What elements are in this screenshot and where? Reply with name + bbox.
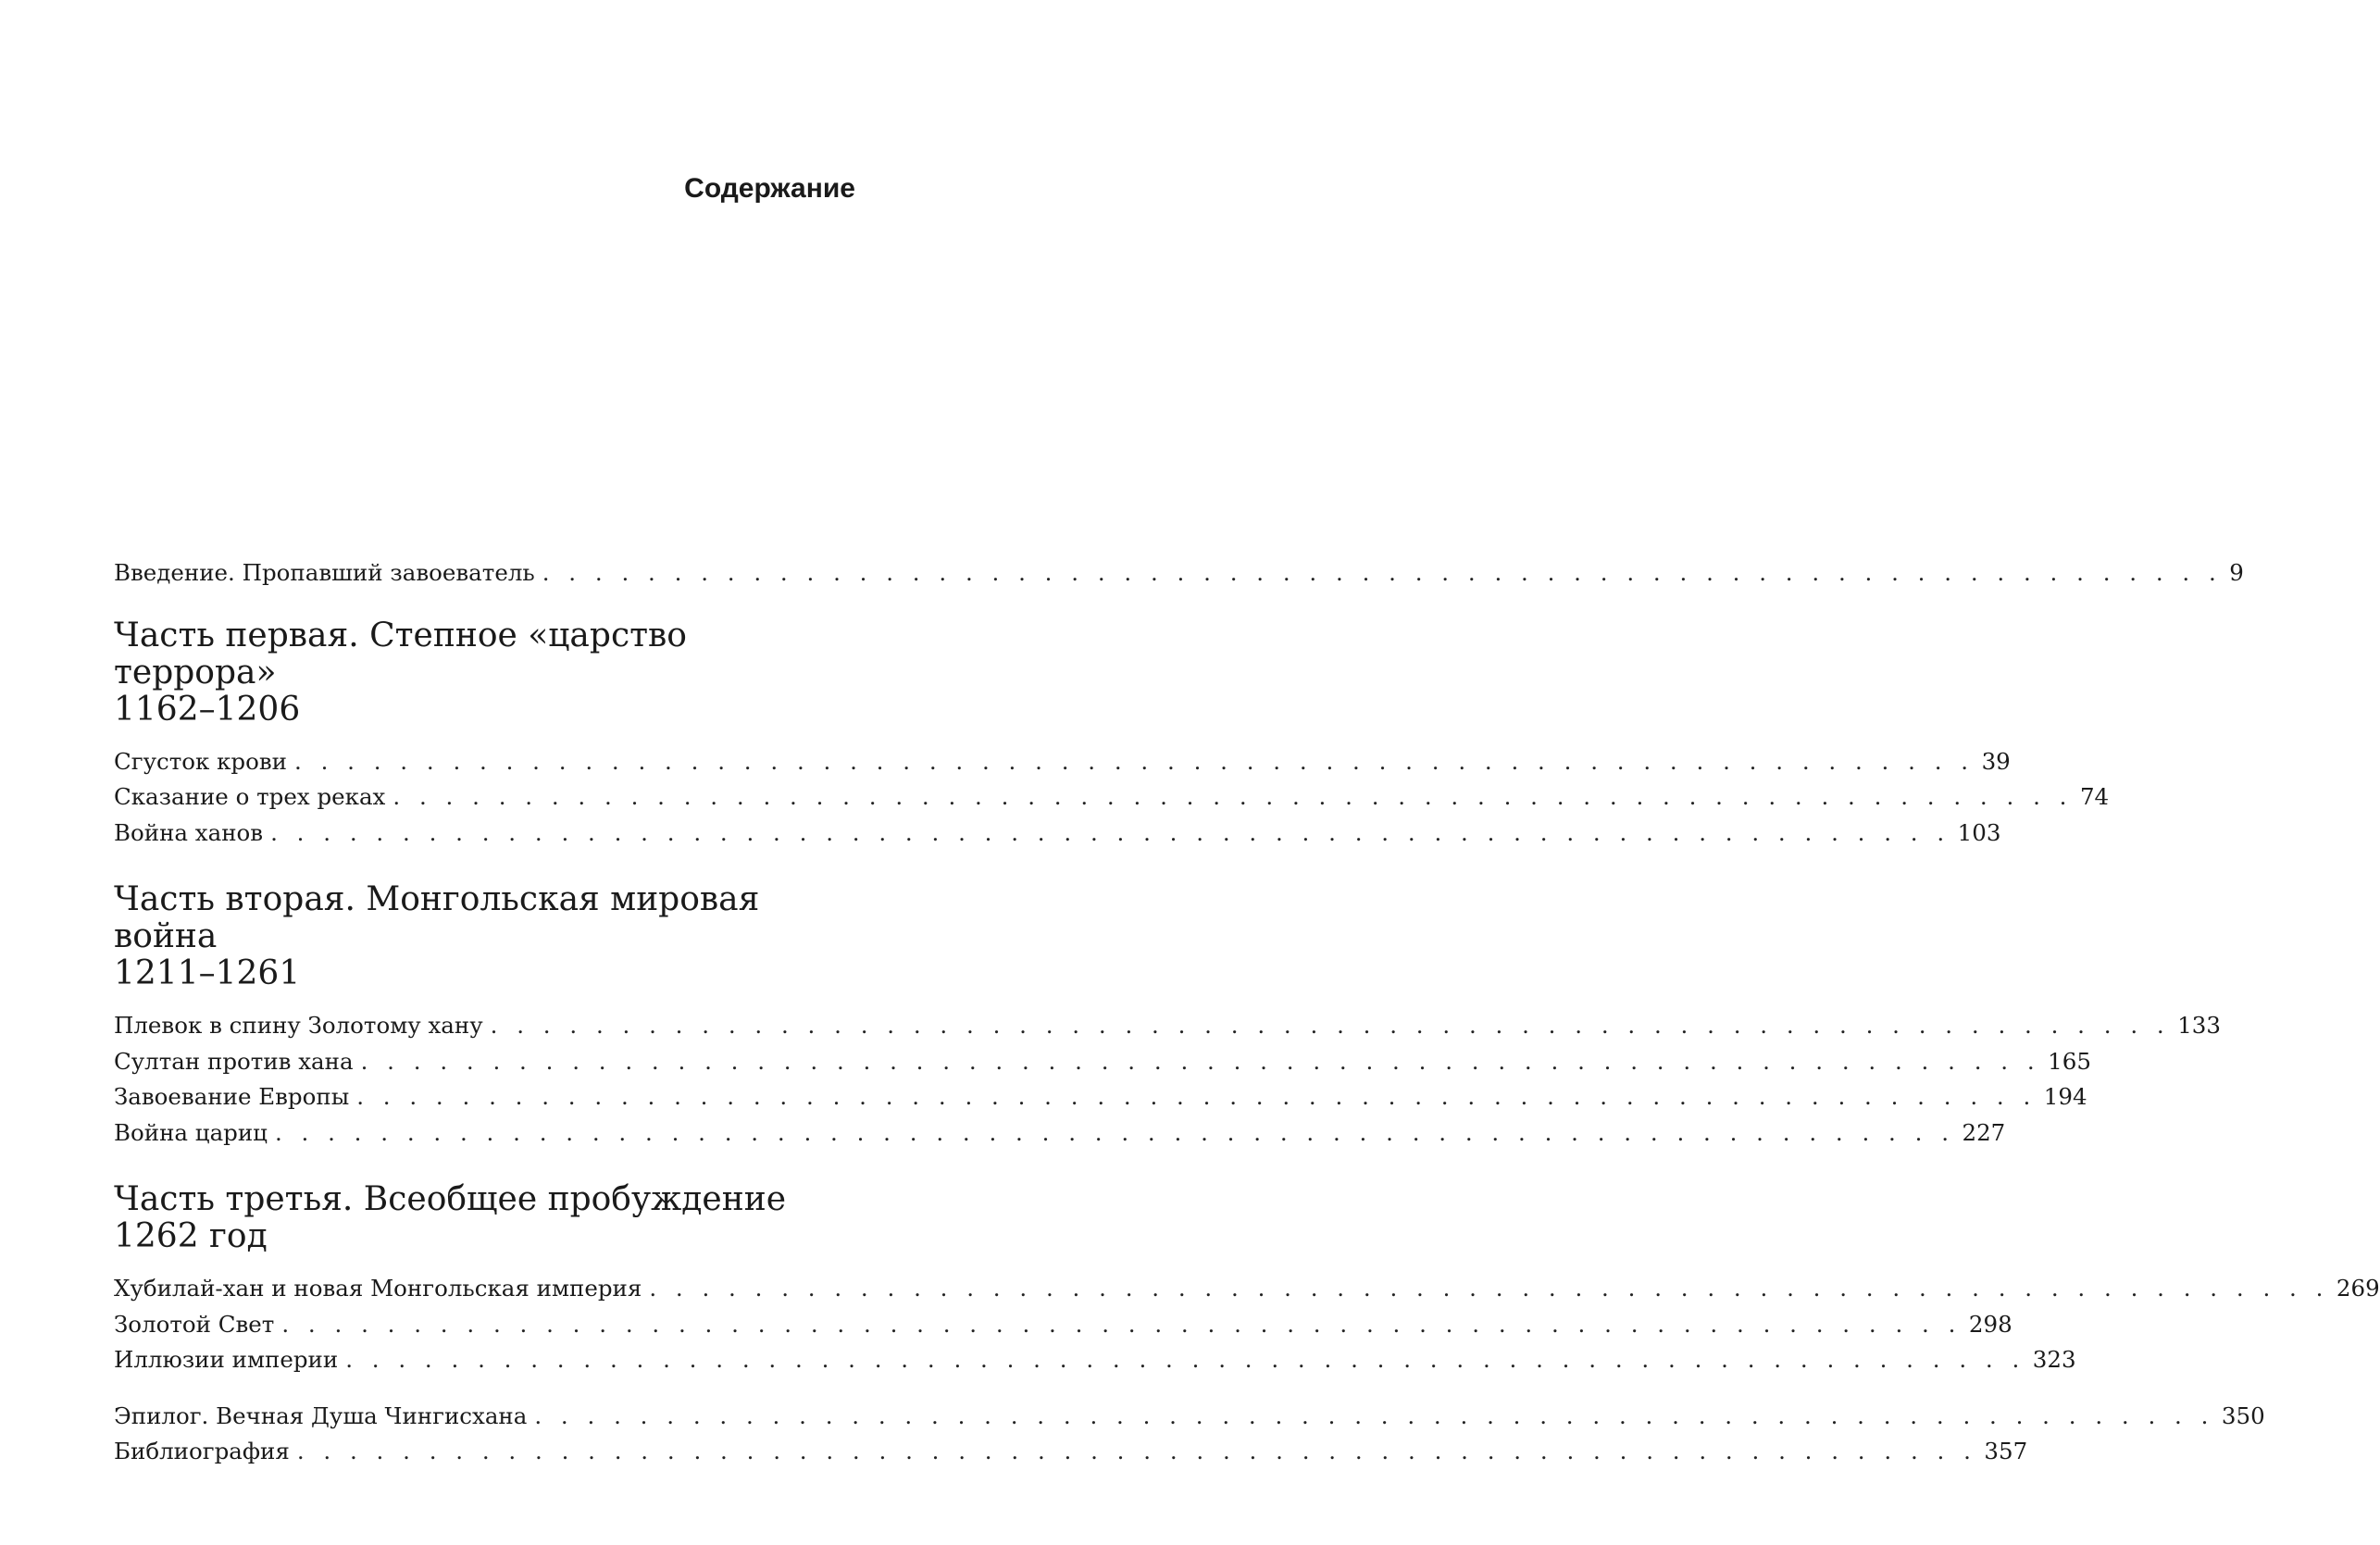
part-heading xyxy=(114,881,856,992)
part-years: 1211–1261 xyxy=(114,954,301,992)
dot-leader: . . . . . . . . . . . . . . . . . . . . . . . . . . . . . . . . . . . . . . . . . . . . . . . . . . . . . . . . . . . . . . . . xyxy=(542,559,2223,586)
entry-label: Золотой Свет xyxy=(114,1310,275,1338)
entry-label: Война цариц xyxy=(114,1118,268,1146)
dot-leader: . . . . . . . . . . . . . . . . . . . . . . . . . . . . . . . . . . . . . . . . . . . . . . . . . . . . . . . . . . . . . . . . xyxy=(649,1275,2329,1302)
entry-label: Сгусток крови xyxy=(114,747,287,775)
dot-leader: . . . . . . . . . . . . . . . . . . . . . . . . . . . . . . . . . . . . . . . . . . . . . . . . . . . . . . . . . . . . . . . . xyxy=(345,1346,2025,1373)
part-heading xyxy=(114,617,856,729)
page-number: 350 xyxy=(2221,1402,2265,1429)
entry-label: Султан против хана xyxy=(114,1047,354,1075)
part-title: Часть третья. Всеобщее пробуждение xyxy=(114,1180,787,1218)
page-number: 74 xyxy=(2079,783,2110,810)
page-number: 227 xyxy=(1962,1118,2006,1146)
toc-entry[interactable] xyxy=(114,1008,2221,1044)
toc-entry[interactable] xyxy=(114,1044,2091,1080)
entry-label: Завоевание Европы xyxy=(114,1083,350,1110)
dot-leader: . . . . . . . . . . . . . . . . . . . . . . . . . . . . . . . . . . . . . . . . . . . . . . . . . . . . . . . . . . . . . . . . xyxy=(294,747,1975,775)
entry-label: Война ханов xyxy=(114,818,264,846)
dot-leader: . . . . . . . . . . . . . . . . . . . . . . . . . . . . . . . . . . . . . . . . . . . . . . . . . . . . . . . . . . . . . . . . xyxy=(360,1047,2041,1075)
entry-label: Плевок в спину Золотому хану xyxy=(114,1012,483,1039)
toc-entry-bibliography[interactable] xyxy=(114,1434,2028,1470)
toc-entry-introduction[interactable] xyxy=(114,555,2244,592)
page-title: Содержание xyxy=(684,173,855,204)
toc-entry-epilogue[interactable] xyxy=(114,1399,2265,1435)
toc-entry[interactable] xyxy=(114,1342,2076,1378)
toc-entry[interactable] xyxy=(114,779,2110,816)
page-number: 9 xyxy=(2229,559,2244,586)
entry-label: Введение. Пропавший завоеватель xyxy=(114,559,535,586)
page-number: 269 xyxy=(2336,1275,2380,1302)
page-number: 39 xyxy=(1981,747,2011,775)
dot-leader: . . . . . . . . . . . . . . . . . . . . . . . . . . . . . . . . . . . . . . . . . . . . . . . . . . . . . . . . . . . . . . . . xyxy=(356,1083,2037,1110)
entry-label: Эпилог. Вечная Душа Чингисхана xyxy=(114,1402,528,1429)
page-number: 103 xyxy=(1957,818,2001,846)
dot-leader: . . . . . . . . . . . . . . . . . . . . . . . . . . . . . . . . . . . . . . . . . . . . . . . . . . . . . . . . . . . . . . . . xyxy=(270,818,1950,846)
dot-leader: . . . . . . . . . . . . . . . . . . . . . . . . . . . . . . . . . . . . . . . . . . . . . . . . . . . . . . . . . . . . . . . . xyxy=(281,1310,1962,1338)
entry-label: Сказание о трех реках xyxy=(114,783,386,810)
spacer xyxy=(114,1378,856,1399)
toc-entry[interactable] xyxy=(114,816,2001,852)
page-number: 323 xyxy=(2032,1346,2076,1373)
dot-leader: . . . . . . . . . . . . . . . . . . . . . . . . . . . . . . . . . . . . . . . . . . . . . . . . . . . . . . . . . . . . . . . . xyxy=(490,1012,2171,1039)
dot-leader: . . . . . . . . . . . . . . . . . . . . . . . . . . . . . . . . . . . . . . . . . . . . . . . . . . . . . . . . . . . . . . . . xyxy=(393,783,2073,810)
part-years: 1162–1206 xyxy=(114,690,301,729)
page-number: 298 xyxy=(1968,1310,2012,1338)
entry-label: Хубилай-хан и новая Монгольская империя xyxy=(114,1275,642,1302)
part-years: 1262 год xyxy=(114,1217,268,1255)
page-number: 357 xyxy=(1984,1438,2028,1464)
toc-entry[interactable] xyxy=(114,744,2011,780)
dot-leader: . . . . . . . . . . . . . . . . . . . . . . . . . . . . . . . . . . . . . . . . . . . . . . . . . . . . . . . . . . . . . . . . xyxy=(296,1438,1977,1464)
page-number: 194 xyxy=(2043,1083,2087,1110)
table-of-contents xyxy=(114,555,2380,1470)
toc-entry[interactable] xyxy=(114,1079,2087,1115)
toc-entry[interactable] xyxy=(114,1271,2380,1307)
entry-label: Иллюзии империи xyxy=(114,1346,339,1373)
dot-leader: . . . . . . . . . . . . . . . . . . . . . . . . . . . . . . . . . . . . . . . . . . . . . . . . . . . . . . . . . . . . . . . . xyxy=(274,1118,1955,1146)
part-title: Часть вторая. Монгольская мировая война xyxy=(114,880,760,955)
dot-leader: . . . . . . . . . . . . . . . . . . . . . . . . . . . . . . . . . . . . . . . . . . . . . . . . . . . . . . . . . . . . . . . . xyxy=(534,1402,2214,1429)
page-number: 165 xyxy=(2048,1047,2091,1075)
toc-entry[interactable] xyxy=(114,1115,2006,1152)
entry-label: Библиография xyxy=(114,1438,290,1464)
part-heading xyxy=(114,1181,856,1255)
toc-entry[interactable] xyxy=(114,1307,2012,1343)
part-title: Часть первая. Степное «царство террора» xyxy=(114,616,687,692)
page-number: 133 xyxy=(2177,1012,2221,1039)
